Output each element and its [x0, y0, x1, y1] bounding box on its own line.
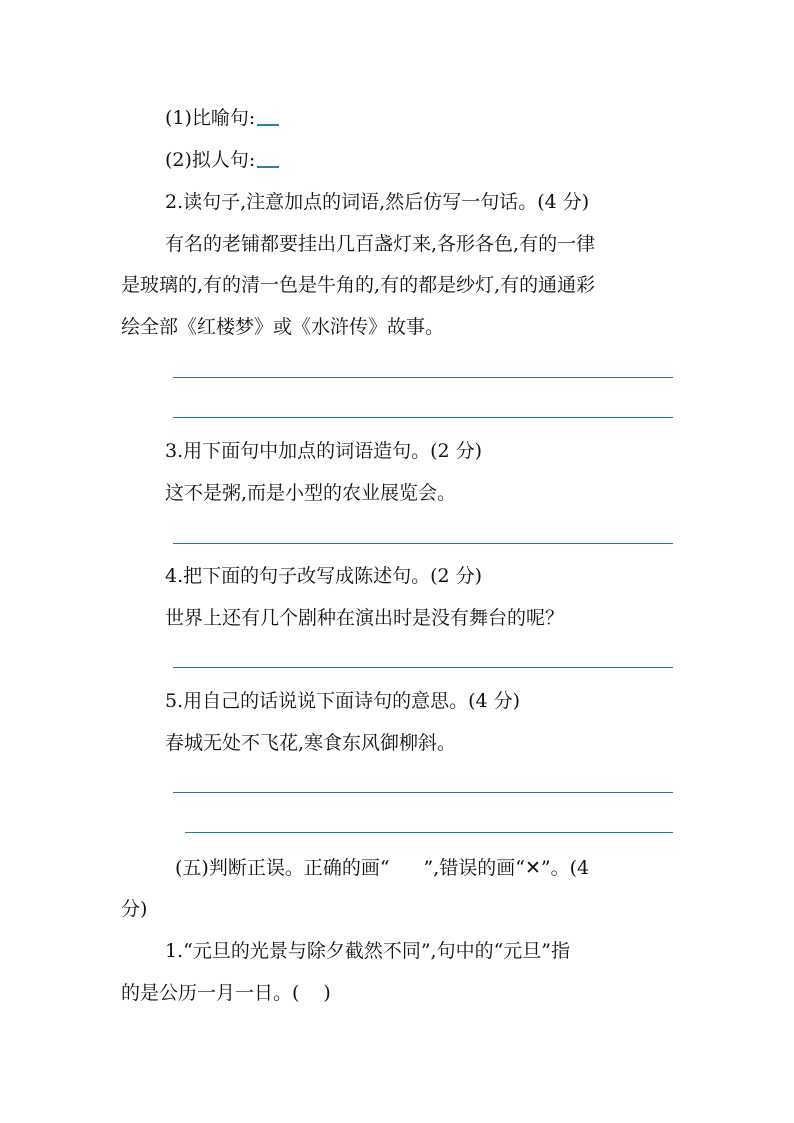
question-2-passage-line-3: 绘全部《红楼梦》或《水浒传》故事。 [121, 316, 445, 338]
judgment-close-paren: ) [323, 982, 331, 1004]
question-5-prompt: 5.用自己的话说说下面诗句的意思。(4 分) [165, 690, 521, 712]
question-4-prompt: 4.把下面的句子改写成陈述句。(2 分) [165, 565, 483, 587]
question-2-answer-line-2[interactable] [173, 417, 673, 418]
question-4-sentence: 世界上还有几个剧种在演出时是没有舞台的呢？ [165, 607, 565, 629]
question-5-answer-line-2[interactable] [185, 832, 673, 833]
judgment-question-1-line-2 [121, 980, 331, 1006]
section-5-heading [175, 855, 589, 881]
question-2-prompt: 2.读句子,注意加点的词语,然后仿写一句话。(4 分) [165, 191, 590, 213]
question-2-answer-line-1[interactable] [173, 377, 673, 378]
judgment-question-1-text: 的是公历一月一日。( [121, 982, 300, 1004]
personification-answer-blank[interactable] [257, 148, 279, 168]
simile-answer-blank[interactable] [257, 106, 279, 126]
section-5-heading-continuation: 分) [121, 898, 148, 920]
simile-label: (1)比喻句: [165, 107, 256, 129]
question-3-answer-line[interactable] [173, 543, 673, 544]
section-5-heading-part-1: (五)判断正误。正确的画“ [175, 857, 390, 879]
judgment-question-1-line-1: 1.“元旦的光景与除夕截然不同”,句中的“元旦”指 [165, 940, 571, 962]
section-5-heading-part-2: ”,错误的画“✕”。(4 [423, 857, 590, 879]
personification-item [165, 147, 279, 173]
question-3-prompt: 3.用下面句中加点的词语造句。(2 分) [165, 440, 483, 462]
question-3-sentence: 这不是粥,而是小型的农业展览会。 [165, 482, 457, 504]
question-5-sentence: 春城无处不飞花,寒食东风御柳斜。 [165, 732, 457, 754]
question-4-answer-line[interactable] [173, 667, 673, 668]
question-2-passage-line-2: 是玻璃的,有的清一色是牛角的,有的都是纱灯,有的通通彩 [121, 274, 596, 296]
personification-label: (2)拟人句: [165, 149, 256, 171]
question-5-answer-line-1[interactable] [173, 792, 673, 793]
simile-item [165, 105, 279, 131]
question-2-passage-line-1: 有名的老铺都要挂出几百盏灯来,各形各色,有的一律 [165, 233, 596, 255]
